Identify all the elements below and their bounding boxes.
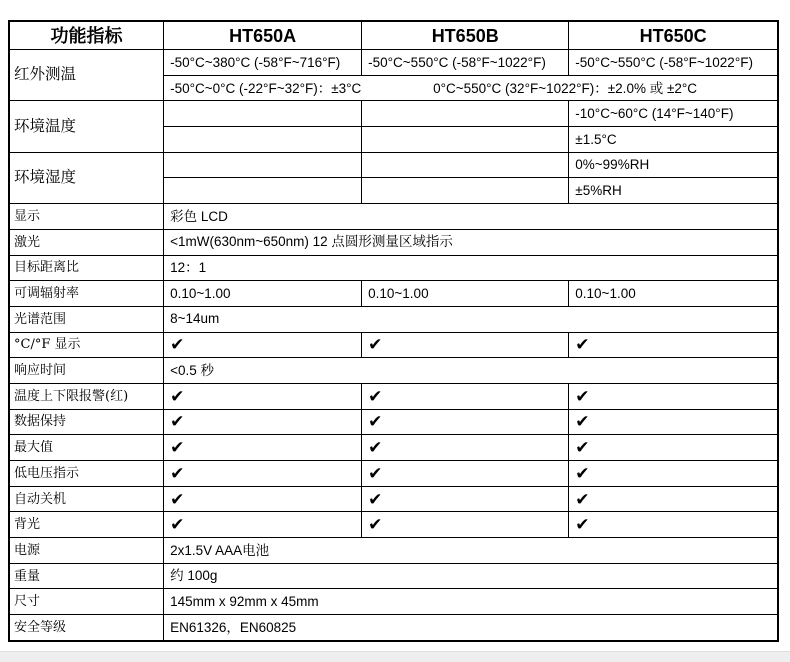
- display-row: [9, 204, 778, 230]
- ambient-humidity-label: 环境湿度: [9, 152, 164, 203]
- ambient-humidity-range-row: [9, 152, 778, 178]
- safety-label: 安全等级: [9, 615, 164, 641]
- ir-label: 红外测温: [9, 50, 164, 101]
- hold-label: 数据保持: [9, 409, 164, 435]
- weight-value: 约 100g: [164, 563, 778, 589]
- check-icon: ✔: [368, 386, 383, 406]
- check-icon: ✔: [170, 386, 185, 406]
- header-feature: 功能指标: [9, 21, 164, 50]
- check-icon: ✔: [368, 463, 383, 483]
- weight-row: [9, 563, 778, 589]
- hold-row: [9, 409, 778, 435]
- check-icon: ✔: [575, 438, 590, 458]
- ir-range-row: [9, 50, 778, 76]
- ir-accuracy-high: 0°C~550°C (32°F~1022°F)：±2.0% 或 ±2°C: [433, 80, 698, 96]
- spectrum-row: [9, 306, 778, 332]
- check-icon: ✔: [170, 489, 185, 509]
- power-row: [9, 538, 778, 564]
- check-icon: ✔: [170, 463, 185, 483]
- header-row: [9, 21, 778, 50]
- max-row: [9, 435, 778, 461]
- display-label: 显示: [9, 204, 164, 230]
- safety-value: EN61326，EN60825: [164, 615, 778, 641]
- low-battery-row: [9, 461, 778, 487]
- response-value: <0.5 秒: [164, 358, 778, 384]
- check-icon: ✔: [170, 515, 185, 535]
- ds-ratio-label: 目标距离比: [9, 255, 164, 281]
- cf-display-row: [9, 332, 778, 358]
- laser-value: <1mW(630nm~650nm) 12 点圆形测量区域指示: [164, 229, 778, 255]
- size-row: [9, 589, 778, 615]
- ir-range-c: -50°C~550°C (-58°F~1022°F): [569, 50, 778, 76]
- laser-row: [9, 229, 778, 255]
- ambient-humidity-a-empty: [164, 152, 362, 178]
- header-model-a: HT650A: [164, 21, 362, 50]
- ambient-humidity-a-empty-2: [164, 178, 362, 204]
- check-icon: ✔: [368, 335, 383, 355]
- ds-ratio-value: 12：1: [164, 255, 778, 281]
- check-icon: ✔: [368, 515, 383, 535]
- ambient-temp-a-empty: [164, 101, 362, 127]
- check-icon: ✔: [575, 463, 590, 483]
- header-model-c: HT650C: [569, 21, 778, 50]
- spec-table: [8, 20, 779, 642]
- size-label: 尺寸: [9, 589, 164, 615]
- check-icon: ✔: [368, 438, 383, 458]
- check-icon: ✔: [575, 412, 590, 432]
- cf-display-label: °C/°F 显示: [9, 332, 164, 358]
- check-icon: ✔: [575, 386, 590, 406]
- ambient-temp-range-row: [9, 101, 778, 127]
- backlight-row: [9, 512, 778, 538]
- check-icon: ✔: [575, 335, 590, 355]
- emissivity-b: 0.10~1.00: [362, 281, 569, 307]
- check-icon: ✔: [368, 412, 383, 432]
- ambient-temp-range-c: -10°C~60°C (14°F~140°F): [569, 101, 778, 127]
- ir-accuracy-cell: [164, 75, 778, 101]
- emissivity-a: 0.10~1.00: [164, 281, 362, 307]
- check-icon: ✔: [575, 515, 590, 535]
- ambient-humidity-b-empty-2: [362, 178, 569, 204]
- ambient-temp-label: 环境温度: [9, 101, 164, 152]
- laser-label: 激光: [9, 229, 164, 255]
- check-icon: ✔: [170, 335, 185, 355]
- alarm-row: [9, 383, 778, 409]
- ambient-humidity-range-c: 0%~99%RH: [569, 152, 778, 178]
- header-model-b: HT650B: [362, 21, 569, 50]
- spectrum-label: 光谱范围: [9, 306, 164, 332]
- ambient-temp-b-empty-2: [362, 127, 569, 153]
- check-icon: ✔: [170, 412, 185, 432]
- check-icon: ✔: [575, 489, 590, 509]
- ir-accuracy-low: -50°C~0°C (-22°F~32°F)：±3°C: [170, 80, 362, 96]
- ambient-temp-accuracy-c: ±1.5°C: [569, 127, 778, 153]
- max-label: 最大值: [9, 435, 164, 461]
- check-icon: ✔: [170, 438, 185, 458]
- bottom-bar: [0, 651, 790, 662]
- auto-off-label: 自动关机: [9, 486, 164, 512]
- ir-range-b: -50°C~550°C (-58°F~1022°F): [362, 50, 569, 76]
- ds-ratio-row: [9, 255, 778, 281]
- power-label: 电源: [9, 538, 164, 564]
- backlight-label: 背光: [9, 512, 164, 538]
- weight-label: 重量: [9, 563, 164, 589]
- alarm-label: 温度上下限报警(红): [9, 383, 164, 409]
- low-battery-label: 低电压指示: [9, 461, 164, 487]
- check-icon: ✔: [368, 489, 383, 509]
- emissivity-c: 0.10~1.00: [569, 281, 778, 307]
- power-value: 2x1.5V AAA电池: [164, 538, 778, 564]
- size-value: 145mm x 92mm x 45mm: [164, 589, 778, 615]
- ir-range-a: -50°C~380°C (-58°F~716°F): [164, 50, 362, 76]
- emissivity-row: [9, 281, 778, 307]
- ambient-humidity-accuracy-c: ±5%RH: [569, 178, 778, 204]
- display-value: 彩色 LCD: [164, 204, 778, 230]
- response-row: [9, 358, 778, 384]
- spectrum-value: 8~14um: [164, 306, 778, 332]
- emissivity-label: 可调辐射率: [9, 281, 164, 307]
- response-label: 响应时间: [9, 358, 164, 384]
- ambient-temp-b-empty: [362, 101, 569, 127]
- ambient-humidity-b-empty: [362, 152, 569, 178]
- ambient-temp-a-empty-2: [164, 127, 362, 153]
- safety-row: [9, 615, 778, 641]
- auto-off-row: [9, 486, 778, 512]
